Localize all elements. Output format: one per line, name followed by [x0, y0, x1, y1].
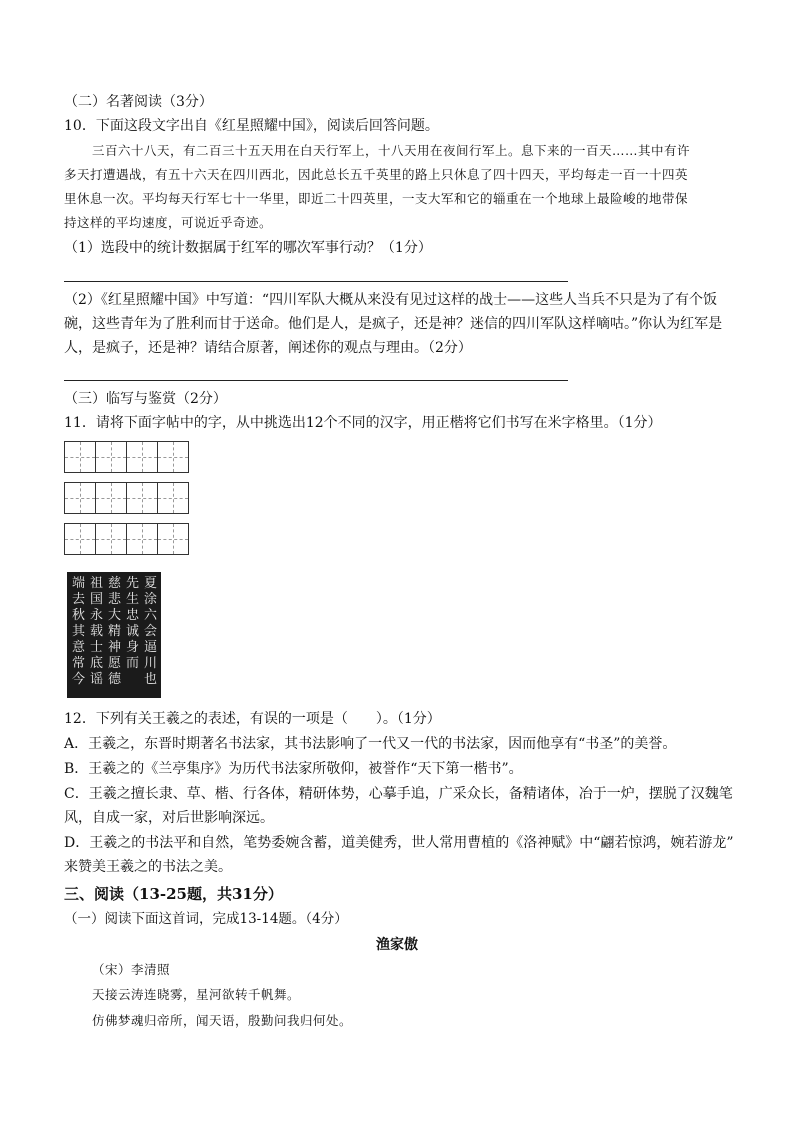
- rubbing-glyph: 忠: [125, 608, 139, 623]
- question-10-2-line: 碗，这些青年为了胜利而甘于送命。他们是人，是疯子，还是神？迷信的四川军队这样嘀咕。”你认为红军是: [64, 316, 723, 332]
- rubbing-glyph: 今: [71, 672, 85, 687]
- question-10-2-line: （2）《红星照耀中国》中写道：“四川军队大概从来没有见过这样的战士——这些人当兵不只是为了有个饭: [64, 292, 718, 308]
- rubbing-glyph: 底: [89, 656, 103, 671]
- rubbing-glyph: 精: [107, 624, 121, 639]
- option-b[interactable]: B．王羲之的《兰亭集序》为历代书法家所敬仰，被誉作“天下第一楷书”。: [64, 761, 523, 777]
- option-c[interactable]: C．王羲之擅长隶、草、楷、行各体，精研体势，心摹手追，广采众长，备精诸体，冶于一炉，摆脱了汉魏笔: [64, 786, 733, 802]
- rubbing-glyph: 会: [143, 624, 157, 639]
- rubbing-column: [89, 576, 104, 688]
- part-3-heading: 三、阅读（13-25题，共31分）: [64, 885, 283, 903]
- writing-cell[interactable]: [64, 482, 96, 514]
- rubbing-glyph: 秋: [71, 608, 85, 623]
- answer-line-10-1[interactable]: [64, 281, 568, 282]
- question-12-stem: 12．下列有关王羲之的表述，有误的一项是（ ）。（1分）: [64, 711, 441, 727]
- rubbing-glyph: 先: [125, 576, 139, 591]
- writing-grid-row: [64, 441, 188, 473]
- calligraphy-rubbing-image: [67, 572, 161, 698]
- rubbing-glyph: 常: [71, 656, 85, 671]
- writing-grid-row: [64, 523, 188, 555]
- section-heading-calligraphy: （三）临写与鉴赏（2分）: [64, 391, 227, 407]
- writing-grid-row: [64, 482, 188, 514]
- rubbing-glyph: 生: [125, 592, 139, 607]
- rubbing-glyph: 祖: [89, 576, 103, 591]
- writing-cell[interactable]: [95, 482, 127, 514]
- rubbing-column: [107, 576, 122, 688]
- rubbing-glyph: 夏: [143, 576, 157, 591]
- rubbing-glyph: 谣: [89, 672, 103, 687]
- option-d-cont: 来赞美王羲之的书法之美。: [64, 859, 232, 875]
- option-d[interactable]: D．王羲之的书法平和自然，笔势委婉含蓄，道美健秀，世人常用曹植的《洛神赋》中“翩若惊鸿，婉若游龙”: [64, 835, 734, 851]
- writing-cell[interactable]: [157, 482, 189, 514]
- rubbing-glyph: 愿: [107, 656, 121, 671]
- rubbing-column: [125, 576, 140, 672]
- writing-cell[interactable]: [126, 441, 158, 473]
- answer-line-10-2[interactable]: [64, 380, 568, 381]
- rubbing-glyph: 而: [125, 656, 139, 671]
- passage-line: 三百六十八天，有二百三十五天用在白天行军上，十八天用在夜间行军上。息下来的一百天……其中有许: [92, 143, 691, 158]
- writing-cell[interactable]: [126, 482, 158, 514]
- rubbing-glyph: 端: [71, 576, 85, 591]
- rubbing-glyph: 涂: [143, 592, 157, 607]
- question-10-2-line: 人，是疯子，还是神？请结合原著，阐述你的观点与理由。（2分）: [64, 340, 472, 356]
- rubbing-glyph: 国: [89, 592, 103, 607]
- rubbing-glyph: 永: [89, 608, 103, 623]
- rubbing-glyph: 神: [107, 640, 121, 655]
- writing-cell[interactable]: [157, 441, 189, 473]
- rubbing-glyph: 悲: [107, 592, 121, 607]
- rubbing-glyph: 身: [125, 640, 139, 655]
- poem-title: 渔家傲: [376, 937, 418, 953]
- rubbing-glyph: 逼: [143, 640, 157, 655]
- poem-line: 天接云涛连晓雾，星河欲转千帆舞。: [92, 987, 301, 1002]
- rubbing-glyph: 其: [71, 624, 85, 639]
- rubbing-glyph: 士: [89, 640, 103, 655]
- option-c-cont: 风，自成一家，对后世影响深远。: [64, 810, 274, 826]
- question-11-stem: 11．请将下面字帖中的字，从中挑选出12个不同的汉字，用正楷将它们书写在米字格里。（1分）: [64, 415, 662, 431]
- rubbing-column: [71, 576, 86, 688]
- passage-line: 持这样的平均速度，可说近乎奇迹。: [64, 215, 273, 230]
- rubbing-glyph: 大: [107, 608, 121, 623]
- writing-cell[interactable]: [64, 523, 96, 555]
- question-10-1: （1）选段中的统计数据属于红军的哪次军事行动？（1分）: [64, 240, 432, 256]
- rubbing-column: [143, 576, 158, 688]
- question-10-stem: 10．下面这段文字出自《红星照耀中国》，阅读后回答问题。: [64, 118, 439, 134]
- passage-line: 里休息一次。平均每天行军七十一华里，即近二十四英里，一支大军和它的辎重在一个地球上最险峻的地带保: [64, 191, 689, 206]
- writing-cell[interactable]: [95, 441, 127, 473]
- writing-cell[interactable]: [157, 523, 189, 555]
- rubbing-glyph: 去: [71, 592, 85, 607]
- writing-cell[interactable]: [64, 441, 96, 473]
- section-heading-classics: （二）名著阅读（3分）: [64, 94, 213, 110]
- rubbing-glyph: 诚: [125, 624, 139, 639]
- writing-cell[interactable]: [95, 523, 127, 555]
- rubbing-glyph: 德: [107, 672, 121, 687]
- poem-line: 仿佛梦魂归帝所，闻天语，殷勤问我归何处。: [92, 1013, 353, 1028]
- poem-author: （宋）李清照: [92, 962, 171, 977]
- writing-cell[interactable]: [126, 523, 158, 555]
- rubbing-glyph: 慈: [107, 576, 121, 591]
- rubbing-glyph: 载: [89, 624, 103, 639]
- passage-line: 多天打遭遇战，有五十六天在四川西北，因此总长五千英里的路上只休息了四十四天，平均每走一百一十四英: [64, 167, 689, 182]
- rubbing-glyph: 川: [143, 656, 157, 671]
- rubbing-glyph: 也: [143, 672, 157, 687]
- part-3-subheading: （一）阅读下面这首词，完成13-14题。（4分）: [64, 911, 348, 927]
- rubbing-glyph: 意: [71, 640, 85, 655]
- option-a[interactable]: A．王羲之，东晋时期著名书法家，其书法影响了一代又一代的书法家，因而他享有“书圣”的美誉。: [64, 736, 677, 752]
- rubbing-glyph: 六: [143, 608, 157, 623]
